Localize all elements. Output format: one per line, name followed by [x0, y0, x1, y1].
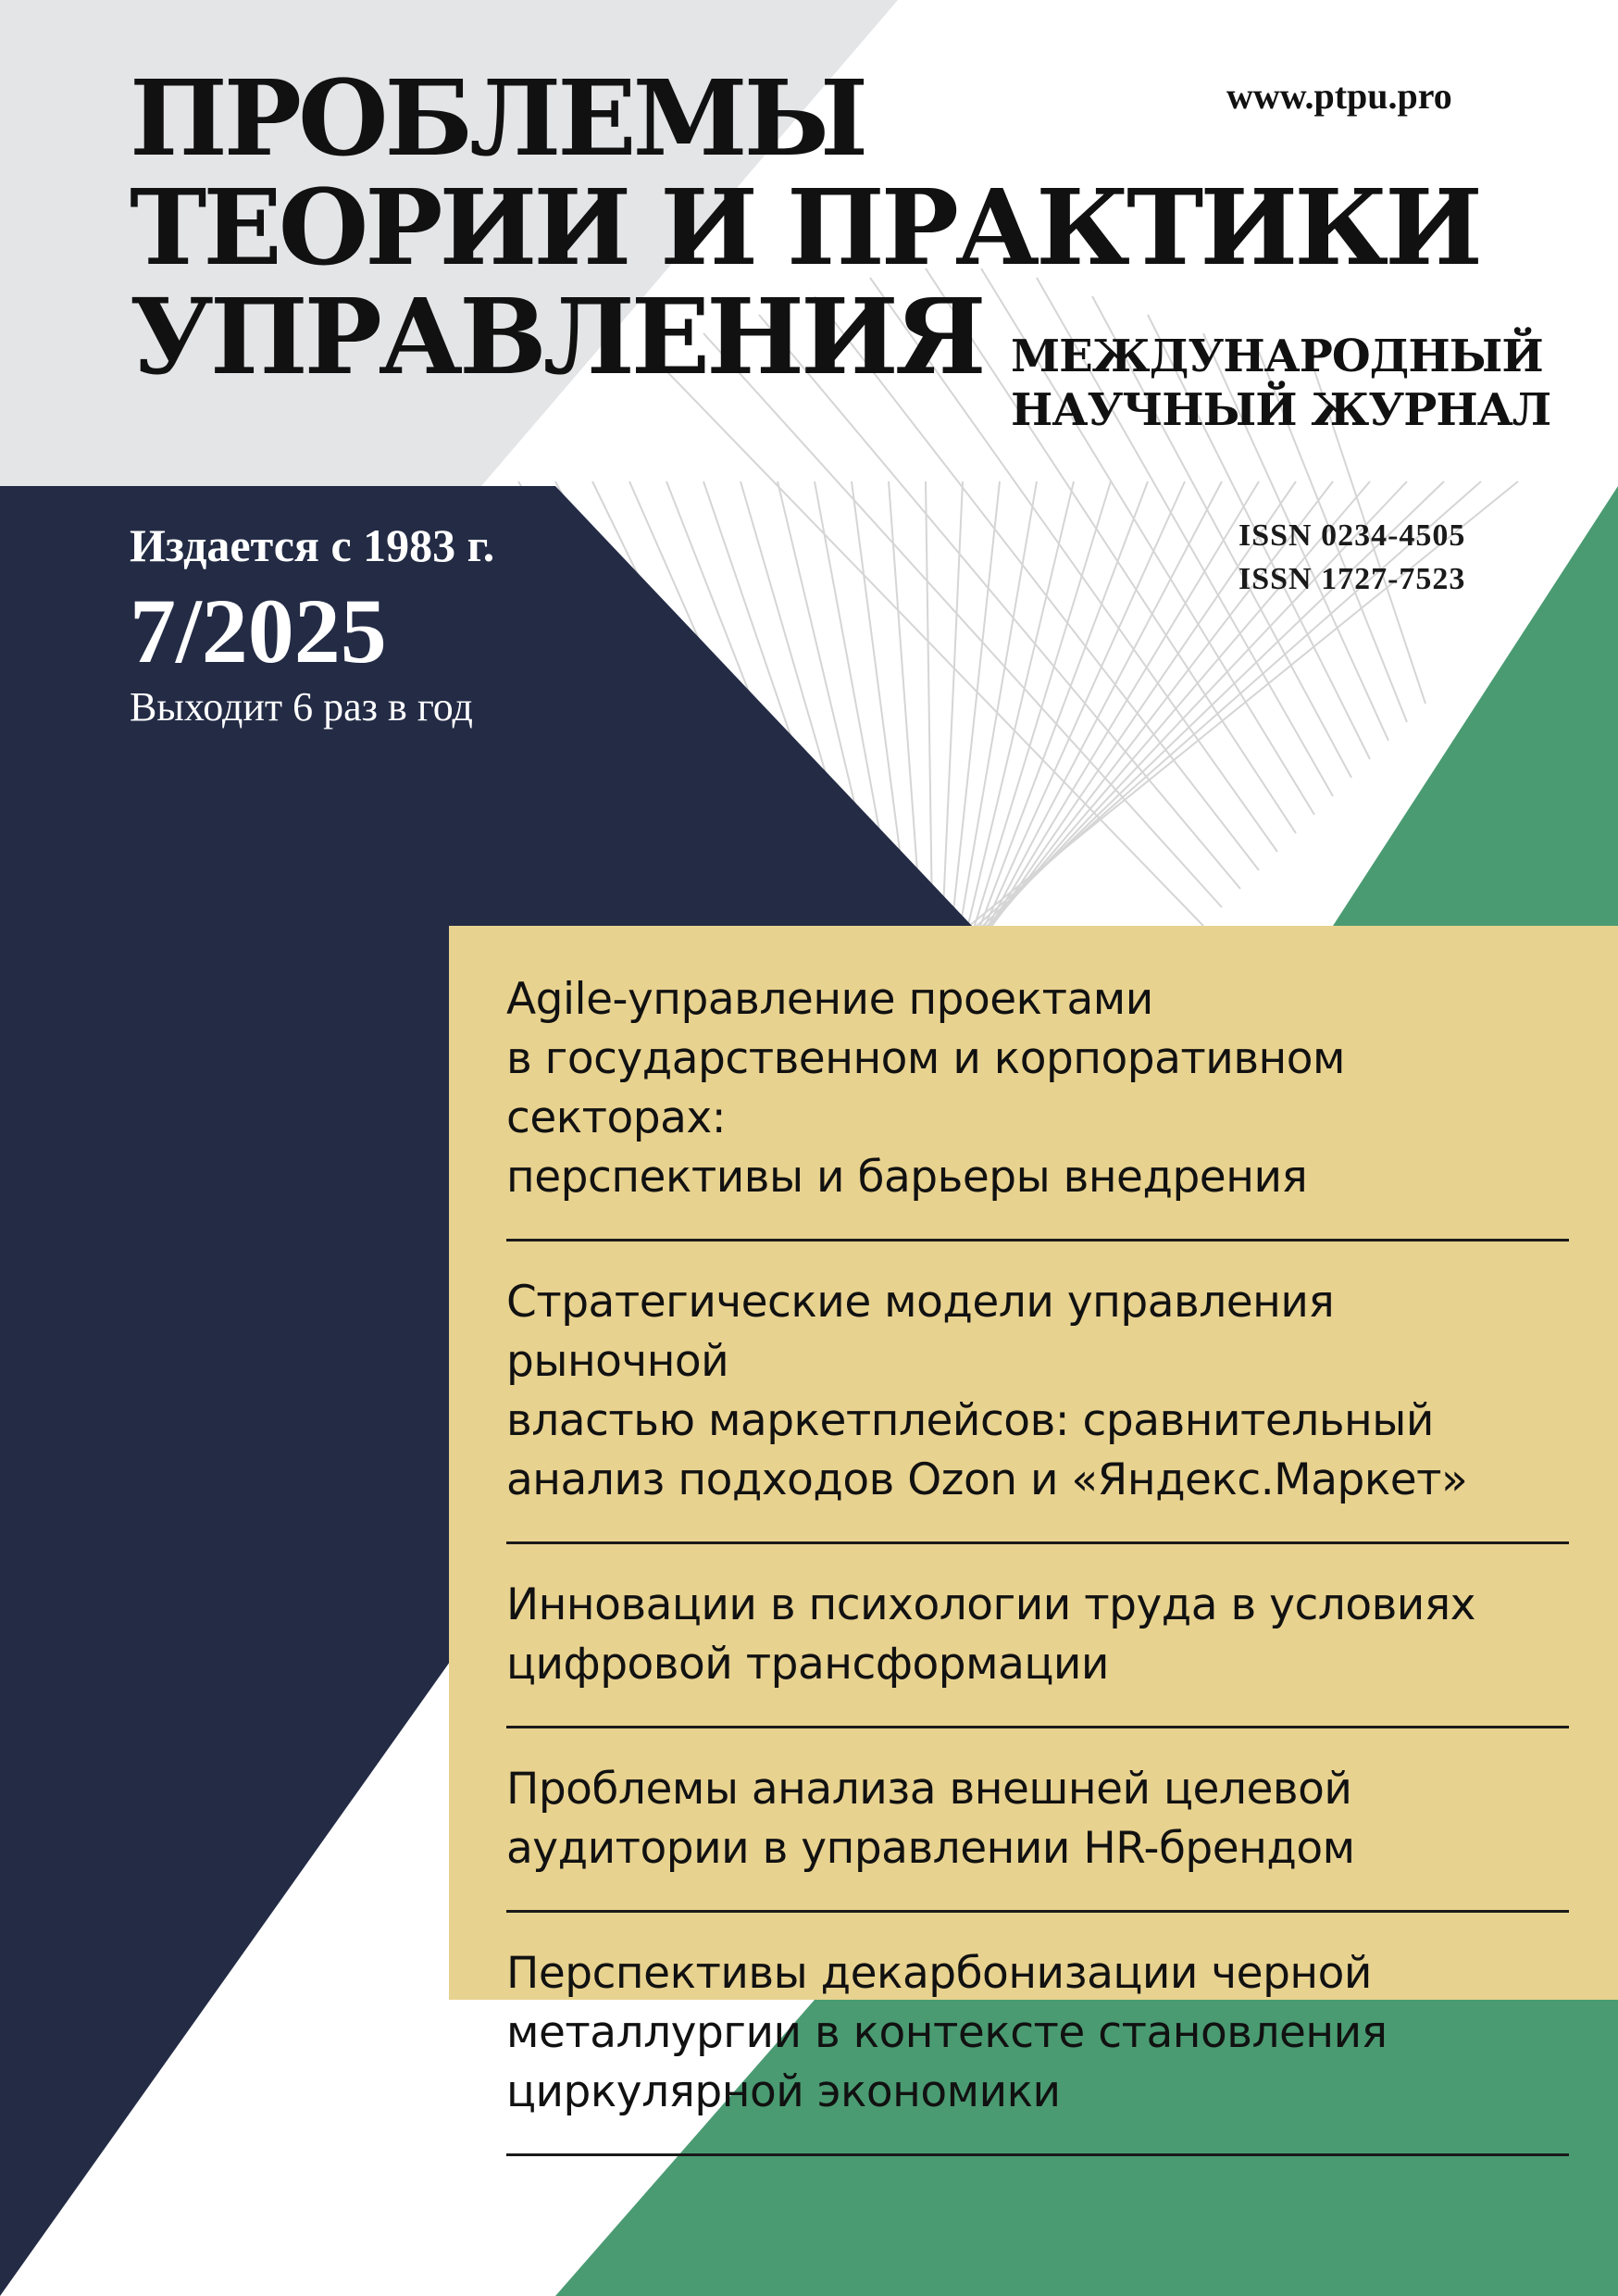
articles-panel: [449, 926, 1618, 2117]
published-since: Издается с 1983 г.: [130, 519, 495, 571]
article-item: Перспективы декарбонизации черной металлургии в контексте становления циркулярной экономики: [506, 1937, 1569, 2156]
issn-print: ISSN 0234-4505: [1238, 518, 1466, 553]
journal-title-line: ПРОБЛЕМЫ: [130, 58, 865, 180]
journal-subtitle-line: НАУЧНЫЙ ЖУРНАЛ: [1011, 384, 1551, 436]
article-item: Agile-управление проектами в государственном и корпоративном секторах: перспективы и барьеры внедрения: [506, 963, 1569, 1242]
article-item: Инновации в психологии труда в условиях цифровой трансформации: [506, 1568, 1569, 1728]
article-list: [506, 963, 1569, 2180]
journal-subtitle-line: МЕЖДУНАРОДНЫЙ: [1011, 331, 1543, 382]
issn-block: [1238, 514, 1465, 601]
issue-number: 7/2025: [130, 580, 387, 682]
article-item: Стратегические модели управления рыночной властью маркетплейсов: сравнительный анализ подходов Ozon и «Яндекс.Маркет»: [506, 1266, 1569, 1544]
journal-title-line: ТЕОРИИ И ПРАКТИКИ: [130, 168, 1479, 289]
journal-subtitle: [1011, 330, 1550, 437]
publication-info: [130, 518, 494, 730]
journal-title-line: УПРАВЛЕНИЯ: [130, 277, 983, 398]
issue-frequency: Выходит 6 раз в год: [130, 684, 473, 730]
article-item: Проблемы анализа внешней целевой аудитории в управлении HR-брендом: [506, 1753, 1569, 1913]
website-url: www.ptpu.pro: [1226, 75, 1452, 117]
issn-online: ISSN 1727-7523: [1238, 562, 1466, 596]
